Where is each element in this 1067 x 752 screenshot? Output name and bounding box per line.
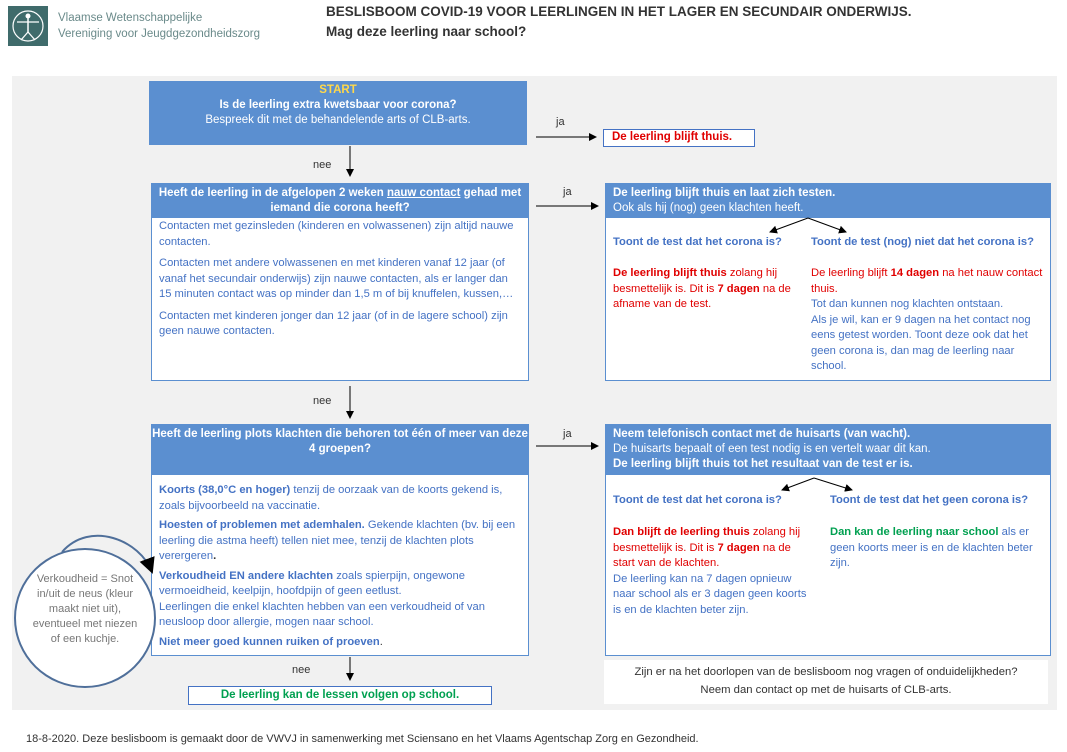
test-negative-text-2: als er geen koorts meer is en de klachten beter zijn.	[830, 526, 1033, 569]
test-result-header-2-line-2: De huisarts bepaalt of een test nodig is en vertelt waar dit kan.	[613, 443, 931, 455]
test-positive-text-2a: zolang hij besmettelijk is. Dit is	[613, 526, 801, 554]
days-7-label-2: 7 dagen	[717, 541, 760, 554]
school-ok-box	[188, 686, 492, 705]
org-line-2: Vereniging voor Jeugdgezondheidszorg	[58, 28, 261, 40]
contact-paragraph-2: Contacten met andere volwassenen en met kinderen vanaf 12 jaar (of vanaf het secundair onderwijs) zijn nauwe contacten, als er langer dan 15 minuten contact was op minder dan 1,5 m of bij knuffelen, kussen,…	[159, 257, 514, 300]
school-ok-green: Dan kan de leerling naar school	[830, 526, 999, 538]
contact-paragraph-3: Contacten met kinderen jonger dan 12 jaar (of in de lagere school) zijn geen nauwe contacten.	[159, 309, 508, 337]
test-negative-text-1b: na het nauw contact thuis.	[811, 267, 1043, 295]
no-label-3: nee	[292, 664, 311, 676]
test-result-header-1	[606, 184, 1050, 218]
cough-text: Gekende klachten (bv. bij een leerling die astma heeft) tellen niet mee, tenzij de klachten plots verergeren	[159, 519, 516, 562]
test-positive-result-1	[613, 266, 798, 313]
title-line-1: BESLISBOOM COVID-19 VOOR LEERLINGEN IN HET LAGER EN SECUNDAIR ONDERWIJS.	[326, 4, 912, 19]
test-positive-text-2b: na de start van de klachten.	[613, 541, 791, 569]
title-line-2: Mag deze leerling naar school?	[326, 24, 527, 39]
test-result-header-2	[606, 425, 1050, 475]
test-result-header-2-line-3: De leerling blijft thuis tot het resultaat van de test er is.	[613, 458, 913, 470]
test-result-box-1	[605, 183, 1051, 381]
cough-label: Hoesten of problemen met ademhalen.	[159, 519, 365, 531]
questions-note	[604, 660, 1048, 704]
test-positive-question-1: Toont de test dat het corona is?	[613, 236, 782, 248]
yes-label-1: ja	[556, 116, 565, 128]
logo	[8, 6, 48, 46]
test-result-box-2	[605, 424, 1051, 656]
start-label: START	[319, 84, 357, 96]
fever-label: Koorts (38,0°C en hoger)	[159, 484, 291, 496]
contact-question-part-b: gehad met iemand die corona heeft?	[270, 187, 522, 214]
cold-label: Verkoudheid EN andere klachten	[159, 569, 334, 582]
test-positive-text-1a: zolang hij besmettelijk is. Dit is	[613, 267, 778, 295]
questions-note-line-1: Zijn er na het doorlopen van de beslisboom nog vragen of onduidelijkheden?	[634, 666, 1018, 678]
start-note: Bespreek dit met de behandelende arts of CLB-arts.	[205, 114, 471, 126]
stay-home-red-2: Dan blijft de leerling thuis	[613, 526, 750, 538]
questions-note-line-2: Neem dan contact op met de huisarts of CLB-arts.	[700, 684, 952, 696]
fever-text: tenzij de oorzaak van de koorts gekend is, zoals bijvoorbeeld na vaccinatie.	[159, 484, 503, 512]
start-box	[149, 81, 527, 145]
test-positive-text-2c: De leerling kan na 7 dagen opnieuw naar school als er 3 dagen geen koorts is en de klachten beter zijn.	[613, 572, 807, 616]
test-negative-text-1c: Tot dan kunnen nog klachten ontstaan.	[811, 298, 1004, 310]
contact-question	[152, 184, 528, 218]
vitruvian-logo-icon	[8, 6, 48, 46]
stay-home-red-1: De leerling blijft thuis	[613, 267, 727, 279]
test-negative-question-1: Toont de test (nog) niet dat het corona is?	[811, 236, 1034, 248]
close-contact-term: nauw contact	[386, 187, 461, 199]
no-label-2: nee	[313, 395, 332, 407]
org-line-1: Vlaamse Wetenschappelijke	[58, 12, 203, 24]
smell-label: Niet meer goed kunnen ruiken of proeven	[159, 635, 380, 648]
smell-dot: .	[379, 635, 383, 648]
symptom-group-fever	[159, 483, 521, 514]
symptoms-question-box	[151, 424, 529, 656]
footer-note: 18-8-2020. Deze beslisboom is gemaakt door de VWVJ in samenwerking met Sciensano en het Vlaams Agentschap Zorg en Gezondheid.	[26, 733, 699, 745]
stay-home-text: De leerling blijft thuis.	[612, 131, 733, 143]
test-negative-text-1d: Als je wil, kan er 9 dagen na het contact nog eens getest worden. Toont deze ook dat het geen corona is, dan mag de leerling naar school.	[811, 313, 1031, 372]
cold-allergy-note: Leerlingen die enkel klachten hebben van een verkoudheid of van neusloop door allergie, mogen naar school.	[159, 600, 485, 628]
yes-label-3: ja	[563, 428, 572, 440]
school-ok-text: De leerling kan de lessen volgen op school.	[220, 689, 460, 701]
test-negative-result-1	[811, 266, 1047, 375]
test-result-header-2-line-1: Neem telefonisch contact met de huisarts (van wacht).	[613, 428, 911, 440]
cold-definition-text: Verkoudheid = Snot in/uit de neus (kleur maakt niet uit), eventueel met niezen of een kuchje.	[32, 573, 138, 645]
test-negative-result-2	[830, 525, 1035, 572]
symptom-group-cough	[159, 518, 521, 565]
cold-text: zoals spierpijn, ongewone vermoeidheid, keelpijn, hoofdpijn of geen eetlust.	[159, 569, 465, 597]
cough-dot: .	[213, 550, 217, 562]
stay-home-box	[603, 129, 755, 147]
organization-name	[58, 10, 260, 42]
test-positive-text-1b: na de afname van de test.	[613, 282, 791, 310]
test-result-header-1-line-2: Ook als hij (nog) geen klachten heeft.	[613, 202, 804, 214]
no-label-1: nee	[313, 159, 332, 171]
start-question: Is de leerling extra kwetsbaar voor corona?	[219, 99, 457, 111]
page-title	[326, 2, 912, 42]
days-7-label-1: 7 dagen	[717, 282, 760, 295]
test-negative-question-2: Toont de test dat het geen corona is?	[830, 494, 1029, 506]
contact-question-box	[151, 183, 529, 381]
cold-definition-bubble	[14, 548, 156, 688]
yes-label-2: ja	[563, 186, 572, 198]
contact-paragraph-1: Contacten met gezinsleden (kinderen en volwassenen) zijn altijd nauwe contacten.	[159, 220, 514, 248]
days-14-label: 14 dagen	[890, 267, 940, 279]
test-negative-text-1a: De leerling blijft	[811, 267, 891, 279]
symptom-group-cold	[159, 569, 521, 600]
contact-question-part-a: Heeft de leerling in de afgelopen 2 weken	[158, 187, 387, 199]
symptom-group-smell	[159, 635, 521, 651]
test-positive-result-2	[613, 525, 813, 618]
symptoms-question: Heeft de leerling plots klachten die behoren tot één of meer van deze 4 groepen?	[152, 425, 528, 475]
test-result-header-1-line-1: De leerling blijft thuis en laat zich testen.	[613, 187, 836, 199]
test-positive-question-2: Toont de test dat het corona is?	[613, 494, 782, 506]
